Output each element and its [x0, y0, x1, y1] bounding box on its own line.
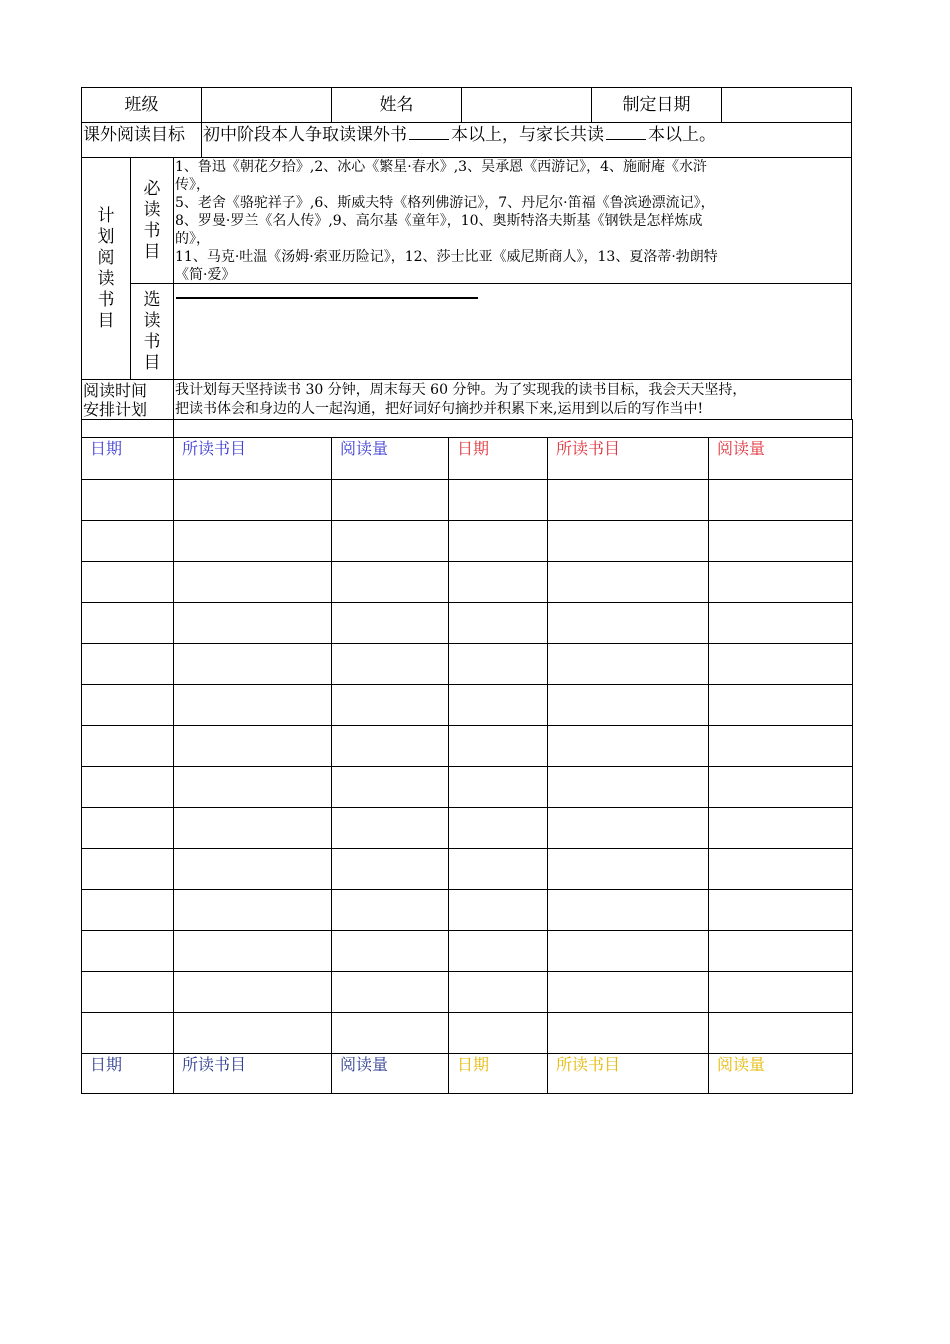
col-book-footer: 所读书目 [548, 1054, 709, 1094]
date-cell[interactable] [449, 480, 548, 521]
log-row [82, 685, 853, 726]
col-book-header: 所读书目 [548, 438, 709, 480]
name-field[interactable] [461, 87, 592, 123]
book-cell[interactable] [548, 521, 709, 562]
book-cell[interactable] [548, 931, 709, 972]
amount-cell[interactable] [332, 480, 449, 521]
date-cell[interactable] [449, 767, 548, 808]
book-cell[interactable] [174, 521, 332, 562]
log-row [82, 890, 853, 931]
book-cell[interactable] [548, 890, 709, 931]
amount-cell[interactable] [709, 685, 853, 726]
goal-text-b: 本以上，与家长共读 [451, 125, 604, 145]
amount-cell[interactable] [332, 603, 449, 644]
date-cell[interactable] [82, 480, 174, 521]
amount-cell[interactable] [709, 480, 853, 521]
amount-cell[interactable] [709, 726, 853, 767]
amount-cell[interactable] [332, 931, 449, 972]
log-row [82, 521, 853, 562]
col-amount-header: 阅读量 [332, 438, 449, 480]
log-row [82, 726, 853, 767]
date-cell[interactable] [82, 562, 174, 603]
date-cell[interactable] [449, 1013, 548, 1054]
date-cell[interactable] [82, 931, 174, 972]
date-cell[interactable] [449, 808, 548, 849]
book-cell[interactable] [548, 726, 709, 767]
goal-self-count-blank[interactable] [409, 125, 449, 140]
date-cell[interactable] [82, 644, 174, 685]
date-cell[interactable] [449, 562, 548, 603]
col-date-header: 日期 [82, 438, 174, 480]
book-cell[interactable] [174, 603, 332, 644]
amount-cell[interactable] [709, 603, 853, 644]
date-cell[interactable] [82, 603, 174, 644]
amount-cell[interactable] [709, 1013, 853, 1054]
date-field[interactable] [721, 87, 852, 123]
required-line: 《简·爱》 [175, 267, 236, 283]
amount-cell[interactable] [332, 562, 449, 603]
amount-cell[interactable] [332, 808, 449, 849]
date-cell[interactable] [449, 685, 548, 726]
amount-cell[interactable] [332, 726, 449, 767]
log-body [82, 480, 853, 1054]
book-cell[interactable] [548, 808, 709, 849]
book-cell[interactable] [174, 644, 332, 685]
amount-cell[interactable] [709, 931, 853, 972]
amount-cell[interactable] [332, 521, 449, 562]
name-label: 姓名 [331, 87, 462, 123]
amount-cell[interactable] [332, 972, 449, 1013]
amount-cell[interactable] [332, 644, 449, 685]
required-books-list [173, 157, 852, 284]
spacer-cell-left [82, 420, 174, 438]
date-cell[interactable] [449, 931, 548, 972]
optional-books-field[interactable] [173, 283, 852, 380]
amount-cell[interactable] [709, 808, 853, 849]
goal-label: 课外阅读目标 [81, 122, 202, 158]
book-cell[interactable] [174, 808, 332, 849]
log-row [82, 603, 853, 644]
log-row [82, 931, 853, 972]
required-line: 传》， [175, 177, 210, 193]
amount-cell[interactable] [332, 849, 449, 890]
required-books-label: 必 读 书 目 [130, 157, 174, 284]
amount-cell[interactable] [709, 972, 853, 1013]
reading-log-table [81, 419, 853, 1094]
book-cell[interactable] [548, 972, 709, 1013]
log-row [82, 562, 853, 603]
book-cell[interactable] [174, 726, 332, 767]
book-cell[interactable] [174, 1013, 332, 1054]
amount-cell[interactable] [332, 767, 449, 808]
date-cell[interactable] [82, 767, 174, 808]
book-cell[interactable] [548, 480, 709, 521]
col-date-header: 日期 [449, 438, 548, 480]
book-cell[interactable] [548, 685, 709, 726]
amount-cell[interactable] [709, 644, 853, 685]
log-header-row [82, 438, 853, 480]
book-cell[interactable] [174, 562, 332, 603]
book-cell[interactable] [174, 972, 332, 1013]
goal-statement [201, 122, 852, 158]
spacer-row [82, 420, 853, 438]
date-cell[interactable] [82, 521, 174, 562]
log-row [82, 767, 853, 808]
col-date-footer: 日期 [449, 1054, 548, 1094]
schedule-label: 阅读时间 安排计划 [81, 379, 174, 420]
required-line: 8、罗曼·罗兰《名人传》,9、高尔基《童年》，10、奥斯特洛夫斯基《钢铁是怎样炼成 [175, 213, 703, 229]
optional-book-underline [176, 297, 478, 299]
book-cell[interactable] [174, 931, 332, 972]
date-cell[interactable] [82, 726, 174, 767]
col-book-footer: 所读书目 [174, 1054, 332, 1094]
date-label: 制定日期 [591, 87, 722, 123]
col-amount-footer: 阅读量 [332, 1054, 449, 1094]
book-cell[interactable] [548, 644, 709, 685]
required-line: 的》， [175, 231, 210, 247]
col-date-footer: 日期 [82, 1054, 174, 1094]
required-line: 11、马克·吐温《汤姆·索亚历险记》，12、莎士比亚《威尼斯商人》，13、夏洛蒂·勃朗特 [175, 249, 718, 265]
required-line: 1、鲁迅《朝花夕拾》,2、冰心《繁星·春水》,3、吴承恩《西游记》，4、施耐庵《水浒 [175, 159, 707, 175]
date-cell[interactable] [82, 808, 174, 849]
book-cell[interactable] [548, 849, 709, 890]
date-cell[interactable] [82, 890, 174, 931]
amount-cell[interactable] [709, 849, 853, 890]
date-cell[interactable] [449, 603, 548, 644]
schedule-text: 我计划每天坚持读书 30 分钟，周末每天 60 分钟。为了实现我的读书目标，我会天天坚持， 把读书体会和身边的人一起沟通，把好词好句摘抄并积累下来,运用到以后的写作当中! [173, 379, 852, 420]
goal-family-count-blank[interactable] [606, 125, 646, 140]
optional-books-label: 选 读 书 目 [130, 283, 174, 380]
amount-cell[interactable] [332, 1013, 449, 1054]
amount-cell[interactable] [332, 685, 449, 726]
log-row [82, 849, 853, 890]
book-cell[interactable] [548, 562, 709, 603]
amount-cell[interactable] [709, 562, 853, 603]
book-cell[interactable] [174, 480, 332, 521]
required-line: 5、老舍《骆驼祥子》,6、斯威夫特《格列佛游记》，7、丹尼尔·笛福《鲁滨逊漂流记》， [175, 195, 715, 211]
book-cell[interactable] [174, 890, 332, 931]
date-cell[interactable] [82, 849, 174, 890]
book-cell[interactable] [548, 1013, 709, 1054]
date-cell[interactable] [449, 849, 548, 890]
log-row [82, 480, 853, 521]
date-cell[interactable] [449, 644, 548, 685]
amount-cell[interactable] [709, 890, 853, 931]
date-cell[interactable] [449, 521, 548, 562]
log-footer-row [82, 1054, 853, 1094]
amount-cell[interactable] [709, 521, 853, 562]
book-cell[interactable] [174, 767, 332, 808]
log-row [82, 972, 853, 1013]
date-cell[interactable] [82, 685, 174, 726]
amount-cell[interactable] [332, 890, 449, 931]
goal-text-c: 本以上。 [648, 125, 716, 145]
date-cell[interactable] [82, 972, 174, 1013]
col-book-header: 所读书目 [174, 438, 332, 480]
col-amount-footer: 阅读量 [709, 1054, 853, 1094]
date-cell[interactable] [449, 890, 548, 931]
goal-text-a: 初中阶段本人争取读课外书 [203, 125, 407, 145]
log-row [82, 1013, 853, 1054]
amount-cell[interactable] [709, 767, 853, 808]
class-label: 班级 [81, 87, 202, 123]
col-amount-header: 阅读量 [709, 438, 853, 480]
plan-label: 计 划 阅 读 书 目 [81, 157, 131, 380]
class-field[interactable] [201, 87, 332, 123]
log-row [82, 808, 853, 849]
book-cell[interactable] [548, 603, 709, 644]
date-cell[interactable] [449, 726, 548, 767]
book-cell[interactable] [174, 685, 332, 726]
book-cell[interactable] [548, 767, 709, 808]
spacer-cell [174, 420, 853, 438]
date-cell[interactable] [82, 1013, 174, 1054]
date-cell[interactable] [449, 972, 548, 1013]
book-cell[interactable] [174, 849, 332, 890]
log-row [82, 644, 853, 685]
